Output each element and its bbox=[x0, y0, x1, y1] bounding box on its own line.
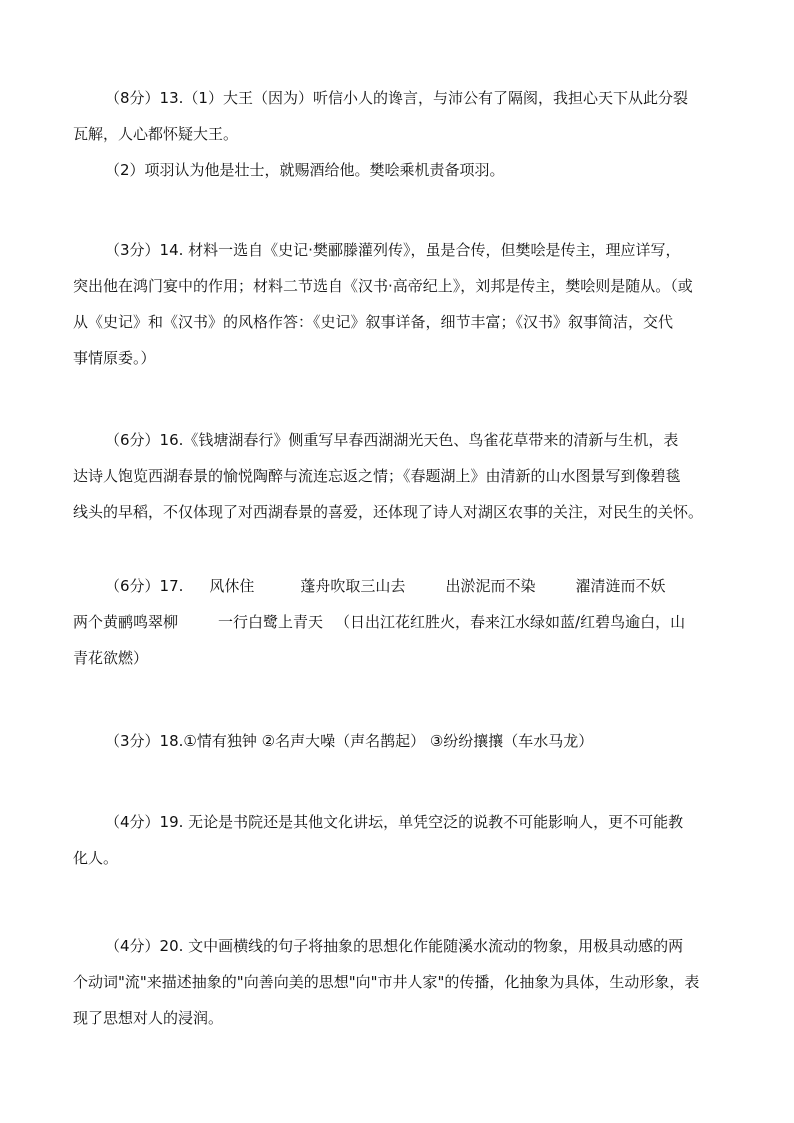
answer-line: 达诗人饱览西湖春景的愉悦陶醉与流连忘返之情；《春题湖上》由清新的山水图景写到像碧毯 bbox=[73, 467, 681, 485]
answer-line: （6分）17. 风休住 蓬舟吹取三山去 出淤泥而不染 濯清涟而不妖 bbox=[105, 577, 666, 595]
answer-line: （3分）14. 材料一选自《史记·樊郦滕灌列传》，虽是合传，但樊哙是传主，理应详写， bbox=[105, 241, 681, 259]
blank-answer: 两个黄鹂鸣翠柳 bbox=[73, 613, 179, 631]
score-label: （3分） bbox=[105, 732, 160, 750]
answer-line: 线头的早稻，不仅体现了对西湖春景的喜爱，还体现了诗人对湖区农事的关注，对民生的关怀。 bbox=[73, 503, 704, 521]
score-label: （4分） bbox=[105, 937, 160, 955]
answer-line: 现了思想对人的浸润。 bbox=[73, 1009, 224, 1027]
answer-line: （8分）13.（1）大王（因为）听信小人的谗言，与沛公有了隔阂，我担心天下从此分裂 bbox=[105, 89, 688, 107]
answer-line: （4分）20. 文中画横线的句子将抽象的思想化作能随溪水流动的物象，用极具动感的两 bbox=[105, 937, 684, 955]
blank-answer: 风休住 bbox=[209, 577, 255, 595]
answer-line: （3分）18.①情有独钟 ②名声大噪（声名鹊起） ③纷纷攘攘（车水马龙） bbox=[105, 732, 594, 750]
score-label: （6分） bbox=[105, 431, 160, 449]
blank-answer: 濯清涟而不妖 bbox=[575, 577, 666, 595]
answer-19 bbox=[73, 804, 723, 876]
answer-line: （6分）16.《钱塘湖春行》侧重写早春西湖湖光天色、鸟雀花草带来的清新与生机，表 bbox=[105, 431, 679, 449]
answer-line bbox=[73, 604, 723, 640]
blank-answer: 出淤泥而不染 bbox=[445, 577, 536, 595]
answer-20 bbox=[73, 928, 723, 1036]
answer-line: 事情原委。） bbox=[73, 349, 156, 367]
score-label: （6分） bbox=[105, 577, 160, 595]
answer-14 bbox=[73, 232, 723, 376]
answer-16 bbox=[73, 422, 723, 530]
answer-18 bbox=[73, 723, 723, 759]
answer-13 bbox=[73, 80, 723, 188]
answer-line: 青花欲燃） bbox=[73, 649, 149, 667]
blank-answer: 蓬舟吹取三山去 bbox=[300, 577, 406, 595]
answer-17 bbox=[73, 568, 723, 676]
score-label: （4分） bbox=[105, 813, 160, 831]
score-label: （8分） bbox=[105, 89, 160, 107]
blank-answer: 一行白鹭上青天 bbox=[218, 613, 324, 631]
answer-line: 化人。 bbox=[73, 849, 119, 867]
alternate-answer: （日出江花红胜火，春来江水绿如蓝/红碧鸟逾白，山 bbox=[335, 613, 686, 631]
answer-line: 个动词"流"来描述抽象的"向善向美的思想"向"市井人家"的传播，化抽象为具体，生动形象，表 bbox=[73, 973, 700, 991]
answer-line: （4分）19. 无论是书院还是其他文化讲坛，单凭空泛的说教不可能影响人，更不可能教 bbox=[105, 813, 684, 831]
answer-line: 瓦解，人心都怀疑大王。 bbox=[73, 125, 239, 143]
answer-line: 从《史记》和《汉书》的风格作答：《史记》叙事详备，细节丰富；《汉书》叙事简洁，交代 bbox=[73, 313, 674, 331]
score-label: （3分） bbox=[105, 241, 160, 259]
answer-line: 突出他在鸿门宴中的作用；材料二节选自《汉书·高帝纪上》，刘邦是传主，樊哙则是随从。（或 bbox=[73, 277, 693, 295]
answer-line: （2）项羽认为他是壮士，就赐酒给他。樊哙乘机责备项羽。 bbox=[105, 161, 505, 179]
